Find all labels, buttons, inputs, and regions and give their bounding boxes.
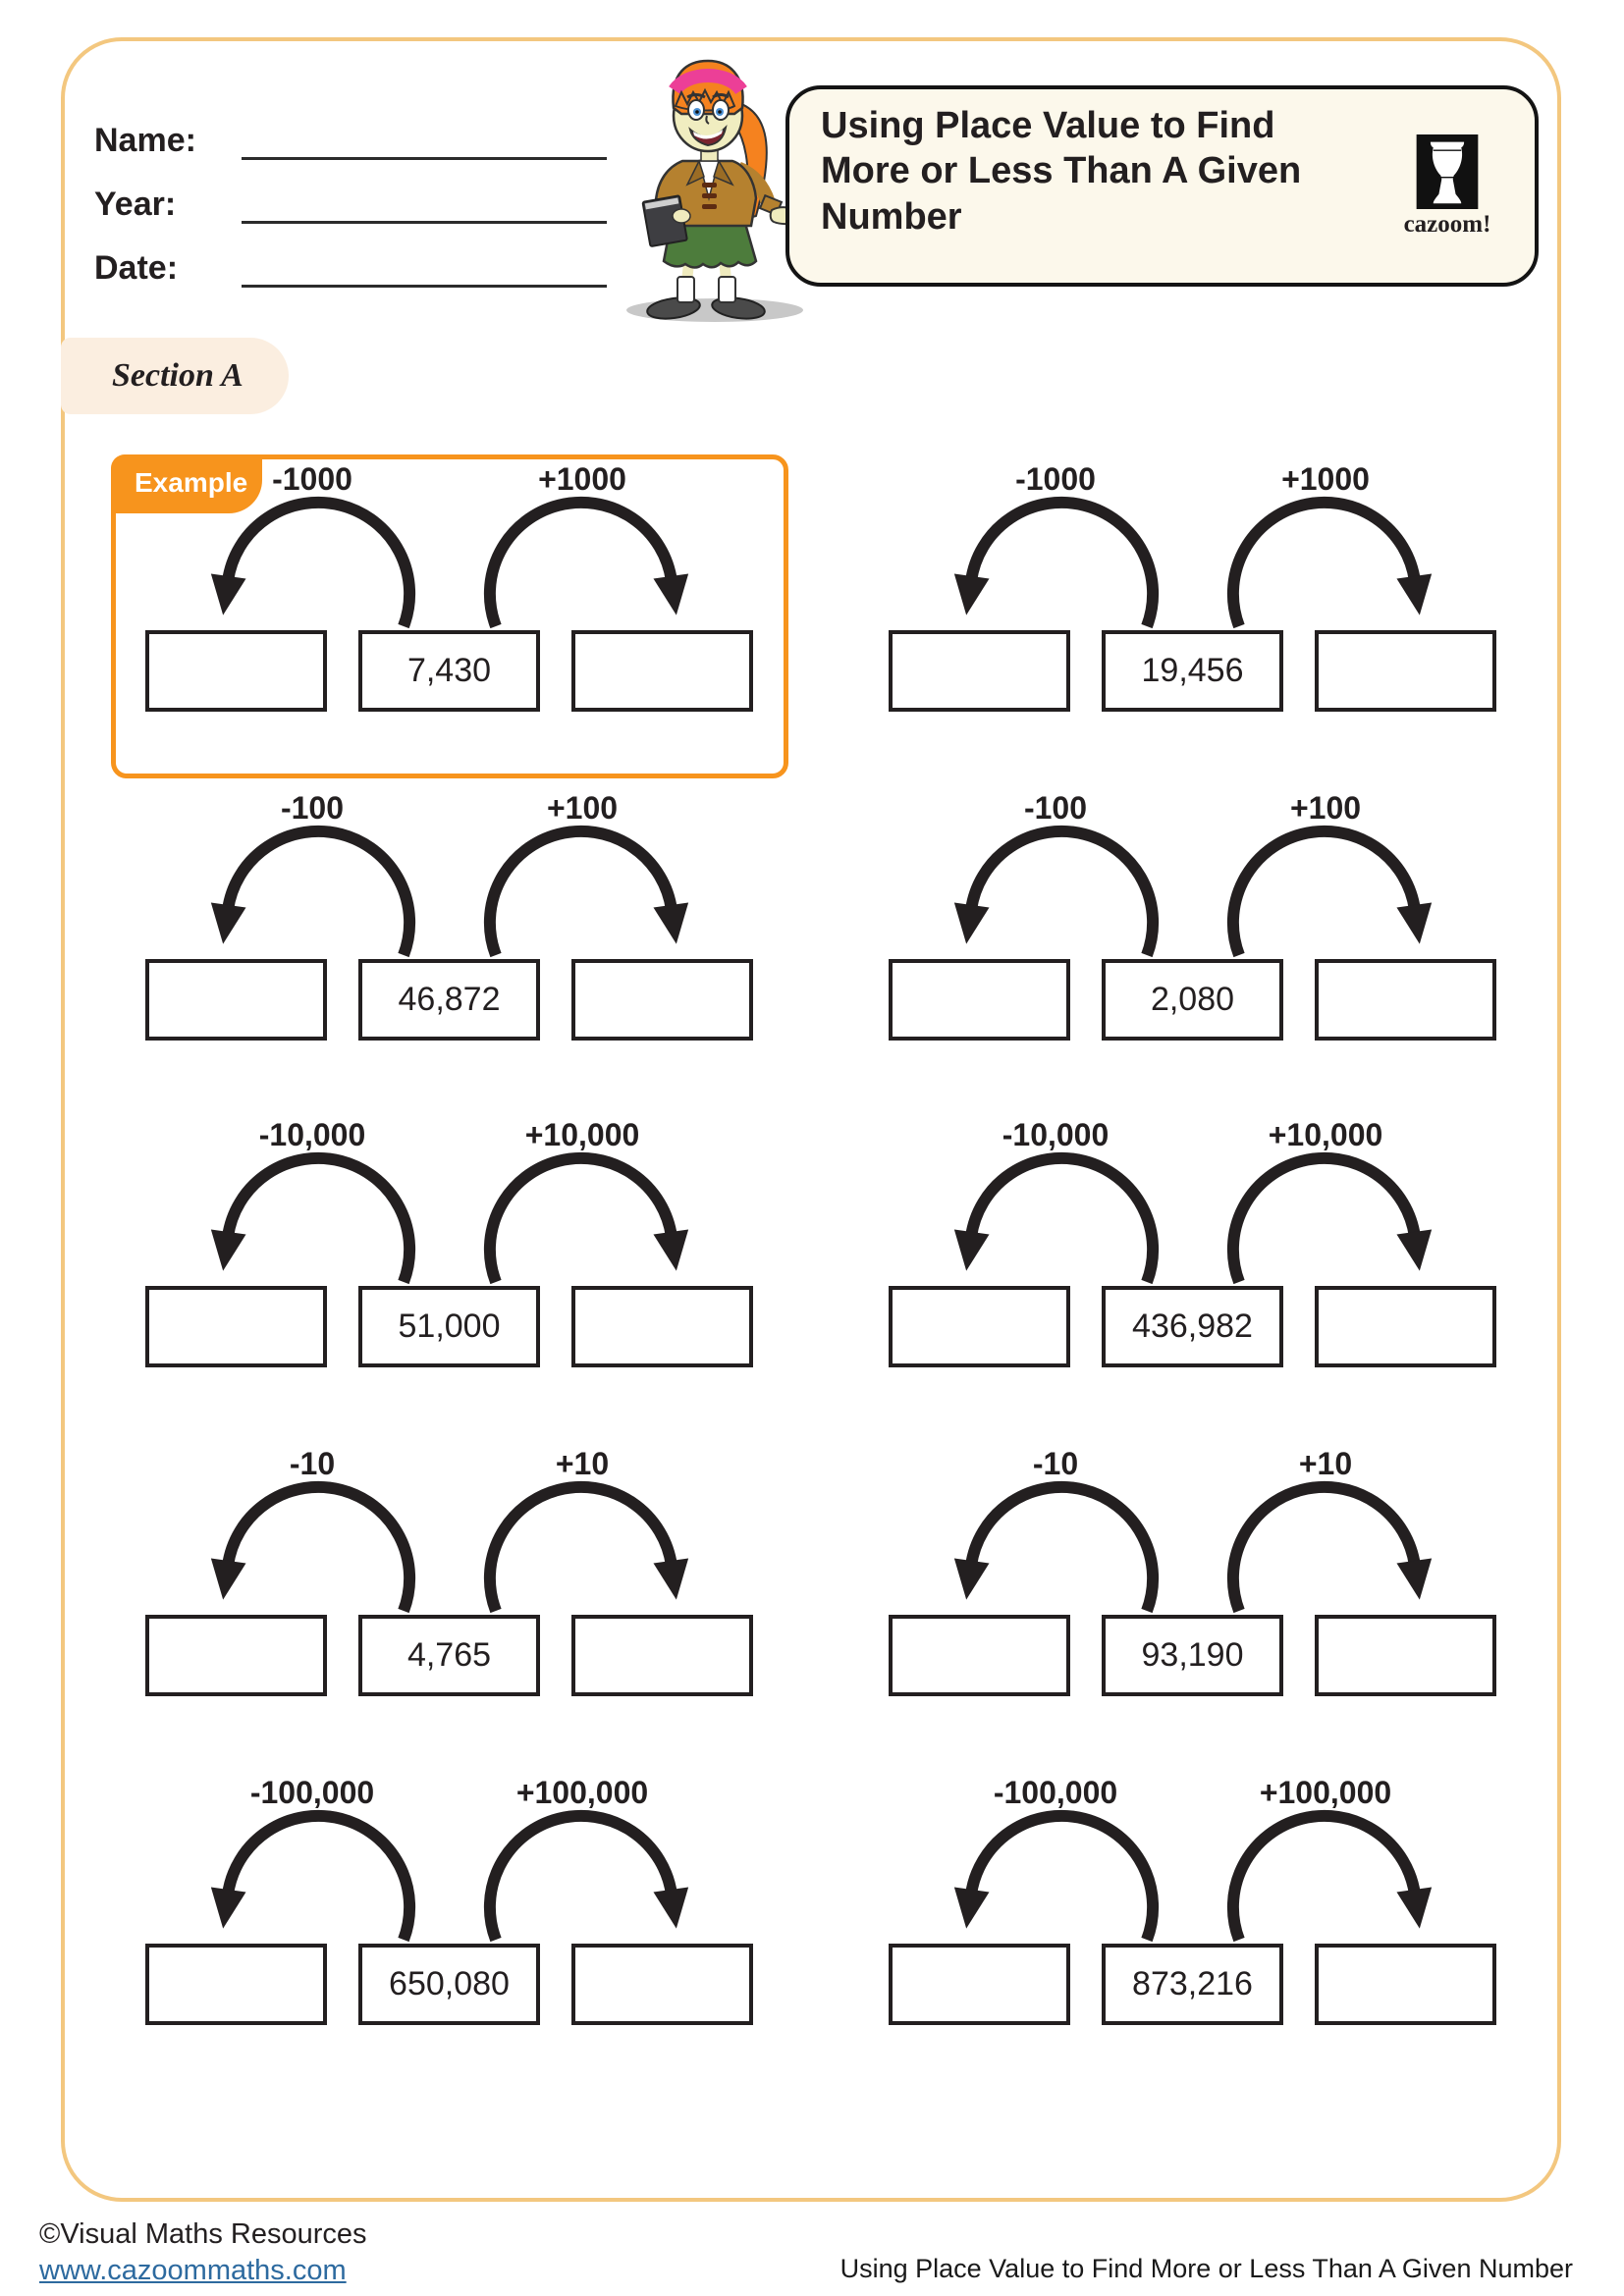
given-number-box: [1102, 959, 1283, 1041]
year-label: Year:: [94, 186, 177, 223]
minus-arrow-icon: [971, 1816, 1153, 1940]
minus-amount-label: -100: [280, 790, 345, 826]
place-value-problem: [145, 1446, 754, 1696]
minus-amount-label: -1000: [272, 461, 352, 497]
given-number-box: [1102, 630, 1283, 712]
answer-box-less: [889, 1286, 1070, 1367]
curved-arrows: [145, 822, 754, 959]
plus-amount-label: +10: [1298, 1446, 1353, 1481]
minus-amount-label: -100,000: [249, 1775, 375, 1810]
given-number-box: [358, 630, 540, 712]
minus-arrow-icon: [228, 1158, 409, 1282]
curved-arrows: [889, 822, 1497, 959]
minus-amount-label: -10: [289, 1446, 336, 1481]
answer-boxes-row: [889, 1286, 1496, 1367]
answer-box-more: [571, 630, 753, 712]
plus-amount-label: +100: [1289, 790, 1362, 826]
cazoommaths-link[interactable]: www.cazoommaths.com: [39, 2255, 347, 2287]
plus-arrow-icon: [1233, 1816, 1415, 1940]
plus-amount-label: +10,000: [524, 1117, 640, 1152]
footer-left: [39, 2216, 367, 2289]
minus-amount-label: -10: [1032, 1446, 1079, 1481]
minus-arrow-icon: [971, 1487, 1153, 1611]
plus-amount-label: +1000: [538, 461, 626, 497]
curved-arrows: [145, 1477, 754, 1615]
plus-amount-label: +1000: [1281, 461, 1370, 497]
given-number-box: [358, 1615, 540, 1696]
answer-box-less: [889, 959, 1070, 1041]
curved-arrows: [145, 1148, 754, 1286]
plus-arrow-icon: [490, 503, 672, 626]
minus-arrow-icon: [971, 831, 1153, 955]
minus-arrow-icon: [228, 503, 409, 626]
answer-box-less: [889, 630, 1070, 712]
given-number-box: [358, 1286, 540, 1367]
answer-box-less: [145, 1286, 327, 1367]
minus-arrow-icon: [228, 1487, 409, 1611]
plus-arrow-icon: [1233, 1158, 1415, 1282]
answer-box-more: [1315, 959, 1496, 1041]
example-tab-label: Example: [111, 454, 262, 513]
answer-boxes-row: [145, 1286, 753, 1367]
answer-box-more: [571, 959, 753, 1041]
answer-box-more: [571, 1286, 753, 1367]
title-line: More or Less Than A Given: [821, 150, 1302, 192]
curved-arrows: [145, 1806, 754, 1944]
answer-boxes-row: [145, 630, 753, 712]
answer-boxes-row: [145, 1944, 753, 2025]
answer-box-less: [145, 1615, 327, 1696]
curved-arrows: [889, 493, 1497, 630]
curved-arrows: [145, 493, 754, 630]
minus-amount-label: -1000: [1015, 461, 1096, 497]
given-number: 93,190: [1141, 1636, 1244, 1674]
place-value-problem: [145, 790, 754, 1041]
minus-arrow-icon: [228, 1816, 409, 1940]
given-number: 650,080: [389, 1965, 510, 2002]
answer-box-less: [889, 1615, 1070, 1696]
plus-arrow-icon: [490, 1487, 672, 1611]
given-number: 4,765: [406, 1636, 492, 1674]
given-number-box: [1102, 1286, 1283, 1367]
date-label: Date:: [94, 249, 179, 287]
copyright-text: ©Visual Maths Resources: [39, 2218, 367, 2250]
minus-amount-label: -10,000: [1001, 1117, 1110, 1152]
place-value-problem: [145, 461, 754, 712]
answer-box-more: [1315, 630, 1496, 712]
given-number-box: [358, 1944, 540, 2025]
plus-amount-label: +100,000: [515, 1775, 649, 1810]
minus-arrow-icon: [971, 503, 1153, 626]
given-number-box: [1102, 1615, 1283, 1696]
given-number: 51,000: [398, 1308, 501, 1345]
place-value-problem: [889, 1775, 1497, 2025]
place-value-problem: [889, 1117, 1497, 1367]
plus-arrow-icon: [1233, 503, 1415, 626]
minus-amount-label: -100,000: [993, 1775, 1118, 1810]
given-number-box: [1102, 1944, 1283, 2025]
section-a-label: Section A: [112, 357, 244, 394]
given-number: 873,216: [1132, 1965, 1253, 2002]
given-number: 436,982: [1132, 1308, 1253, 1345]
answer-box-more: [571, 1615, 753, 1696]
title-line: Number: [821, 195, 962, 238]
given-number: 7,430: [406, 652, 492, 689]
given-number-box: [358, 959, 540, 1041]
minus-amount-label: -10,000: [258, 1117, 366, 1152]
given-number: 19,456: [1141, 652, 1244, 689]
given-number: 46,872: [398, 981, 501, 1018]
plus-arrow-icon: [490, 1816, 672, 1940]
curved-arrows: [889, 1806, 1497, 1944]
answer-box-more: [1315, 1944, 1496, 2025]
answer-boxes-row: [889, 1615, 1496, 1696]
name-label: Name:: [94, 122, 196, 159]
answer-boxes-row: [889, 1944, 1496, 2025]
place-value-problem: [145, 1775, 754, 2025]
place-value-problem: [889, 1446, 1497, 1696]
answer-boxes-row: [145, 959, 753, 1041]
plus-arrow-icon: [1233, 831, 1415, 955]
answer-box-less: [889, 1944, 1070, 2025]
answer-box-less: [145, 630, 327, 712]
answer-box-less: [145, 959, 327, 1041]
plus-amount-label: +100,000: [1259, 1775, 1392, 1810]
minus-amount-label: -100: [1023, 790, 1088, 826]
plus-arrow-icon: [490, 831, 672, 955]
title-line: Using Place Value to Find: [821, 105, 1275, 146]
plus-amount-label: +10,000: [1268, 1117, 1383, 1152]
given-number: 2,080: [1150, 981, 1235, 1018]
minus-arrow-icon: [971, 1158, 1153, 1282]
place-value-problem: [889, 790, 1497, 1041]
place-value-problem: [889, 461, 1497, 712]
cazoom-logo-text: cazoom!: [1403, 211, 1491, 238]
answer-box-more: [571, 1944, 753, 2025]
plus-amount-label: +10: [555, 1446, 610, 1481]
answer-box-more: [1315, 1286, 1496, 1367]
curved-arrows: [889, 1477, 1497, 1615]
answer-boxes-row: [145, 1615, 753, 1696]
place-value-problem: [145, 1117, 754, 1367]
curved-arrows: [889, 1148, 1497, 1286]
minus-arrow-icon: [228, 831, 409, 955]
footer-worksheet-title: Using Place Value to Find More or Less Than A Given Number: [839, 2254, 1573, 2283]
plus-arrow-icon: [1233, 1487, 1415, 1611]
plus-amount-label: +100: [546, 790, 619, 826]
plus-arrow-icon: [490, 1158, 672, 1282]
answer-box-more: [1315, 1615, 1496, 1696]
answer-boxes-row: [889, 959, 1496, 1041]
answer-box-less: [145, 1944, 327, 2025]
answer-boxes-row: [889, 630, 1496, 712]
